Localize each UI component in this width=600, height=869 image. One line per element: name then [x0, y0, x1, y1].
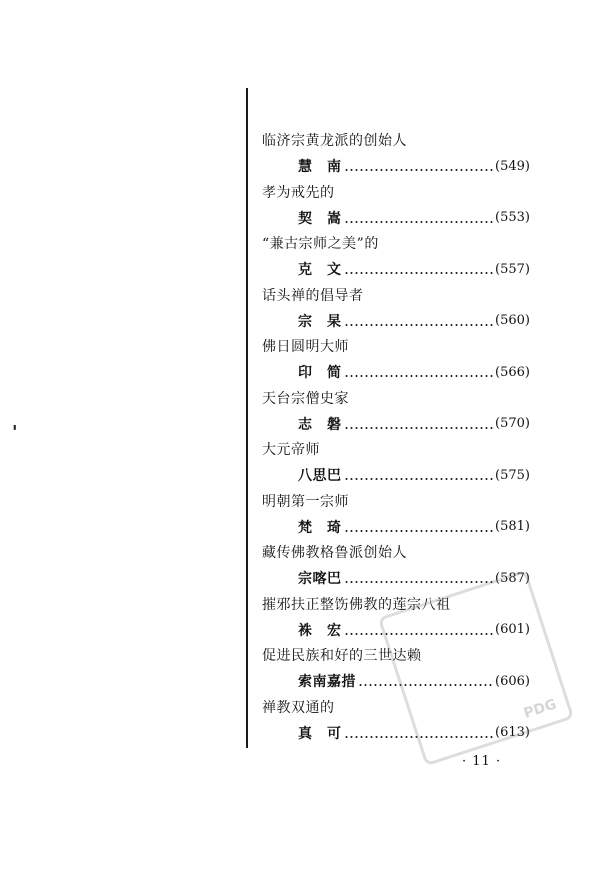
leader-dots: [344, 361, 494, 383]
entry-name: 契 嵩: [298, 210, 342, 227]
leader-dots: [344, 413, 494, 435]
entry-page-number: (601): [495, 622, 530, 637]
entry-name: 宗喀巴: [298, 571, 342, 587]
leader-dots: [344, 516, 494, 538]
leader-dots: [344, 258, 494, 280]
entry-page-number: (566): [495, 364, 530, 380]
entry-name: 志 磐: [298, 416, 342, 433]
entry-page-number: (606): [495, 673, 530, 689]
entry-line: [298, 516, 530, 538]
entry-description: 孝为戒先的: [262, 184, 335, 201]
entry-name: 八思巴: [298, 468, 342, 484]
entry-description: 临济宗黄龙派的创始人: [262, 133, 407, 149]
entry-description: 天台宗僧史家: [262, 390, 349, 407]
entry-line: [298, 207, 530, 229]
entry-line: [298, 464, 530, 486]
entry-description: 促进民族和好的三世达赖: [262, 648, 422, 664]
entry-name: 印 简: [298, 365, 342, 381]
toc-entry[interactable]: [262, 233, 532, 285]
toc-entry[interactable]: [262, 336, 532, 388]
entry-line: [298, 361, 530, 383]
entry-description: 摧邪扶正整饬佛教的莲宗八祖: [262, 596, 451, 613]
entry-name: 克 文: [298, 262, 342, 278]
entry-page-number: (560): [495, 313, 530, 328]
entry-line: [298, 155, 530, 177]
entry-name: 袾 宏: [298, 622, 342, 639]
entry-page-number: (553): [495, 210, 530, 225]
toc-entry[interactable]: [262, 439, 532, 491]
entry-line: [298, 258, 530, 280]
toc-entry[interactable]: [262, 182, 532, 234]
entry-page-number: (557): [495, 261, 530, 277]
entry-line: [298, 413, 530, 435]
entry-description: 话头禅的倡导者: [262, 287, 364, 304]
entry-description: 藏传佛教格鲁派创始人: [262, 545, 407, 561]
leader-dots: [344, 207, 494, 229]
toc-entry[interactable]: [262, 285, 532, 337]
entry-page-number: (581): [495, 519, 530, 534]
entry-page-number: (587): [495, 570, 530, 586]
leader-dots: [344, 567, 494, 589]
page-folio: · 11 ·: [462, 754, 502, 769]
toc-entry[interactable]: [262, 491, 532, 543]
entry-name: 索南嘉措: [298, 674, 356, 690]
entry-line: [298, 310, 530, 332]
entry-page-number: (575): [495, 467, 530, 483]
watermark-text: PDG: [521, 696, 559, 722]
entry-description: 禅教双通的: [262, 699, 335, 716]
entry-page-number: (613): [495, 725, 530, 740]
entry-name: 真 可: [298, 725, 342, 742]
entry-name: 慧 南: [298, 159, 342, 175]
leader-dots: [344, 310, 494, 332]
entry-name: 宗 杲: [298, 313, 342, 330]
vertical-rule: [246, 88, 248, 748]
leader-dots: [344, 155, 494, 177]
toc-entry[interactable]: [262, 130, 532, 182]
entry-description: 大元帝师: [262, 442, 320, 458]
entry-description: “兼古宗师之美”的: [262, 236, 379, 252]
leader-dots: [344, 464, 494, 486]
entry-page-number: (570): [495, 416, 530, 431]
entry-page-number: (549): [495, 158, 530, 174]
entry-name: 梵 琦: [298, 519, 342, 536]
toc-entry[interactable]: [262, 388, 532, 440]
entry-description: 佛日圆明大师: [262, 339, 349, 355]
stray-mark: ': [12, 422, 18, 443]
entry-description: 明朝第一宗师: [262, 493, 349, 510]
